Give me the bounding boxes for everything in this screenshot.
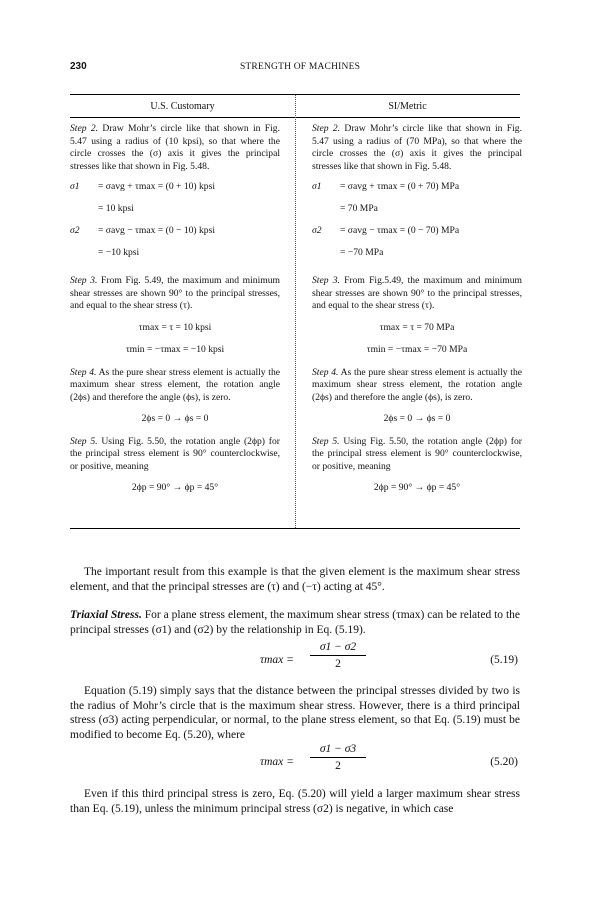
step3-text: From Fig.5.49, the maximum and minimum shear stresses are shown 90° to the principal stresses, and equal to the shear stress (τ). [312,275,522,311]
step2-label: Step 2. [70,123,99,134]
step5-paragraph [312,436,522,474]
result-paragraph [70,565,520,594]
step3-label: Step 3. [70,275,98,286]
equation-phi-s: 2ϕs = 0 → ϕs = 0 [141,413,209,424]
equation-explanation-text: Equation (5.19) simply says that the distance between the principal stresses divided by two is the radius of Mohr’s circle that is the maximum shear stress. However, there is a third principal stress (σ3) acting perpendicular, or normal, to the plane stress element, so that Eq. (5.19) must be modified to become Eq. (5.20), where [70,685,520,741]
step3-paragraph [70,275,280,313]
equation-5-19 [70,641,520,681]
step2-paragraph [312,123,522,173]
step5-text: Using Fig. 5.50, the rotation angle (2ϕp) for the principal stress element is 90° counterclockwise, or positive, meaning [312,435,522,472]
column-heading-si-metric: SI/Metric [388,101,427,112]
step4-text: As the pure shear stress element is actually the maximum shear stress element, the rotation angle (2ϕs) and therefore the angle (ϕs), is zero. [70,366,280,403]
step4-label: Step 4. [70,366,97,378]
equation-5-19-numerator: σ1 − σ2 [310,641,366,656]
step5-label: Step 5. [70,435,98,447]
equation-phi-p: 2ϕp = 90° → ϕp = 45° [131,482,219,493]
sigma-equations [70,181,280,269]
page-number: 230 [70,61,87,72]
equation-5-19-lhs: τmax = [260,654,294,666]
comparison-table [70,94,520,529]
equation-tau-max: τmax = τ = 10 kpsi [138,321,212,333]
closing-text: Even if this third principal stress is zero, Eq. (5.20) will yield a larger maximum shear stress than Eq. (5.19), unless the minimum principal stress (σ2) is negative, in which case [70,788,520,815]
step4-text: As the pure shear stress element is actually the maximum shear stress element, the rotation angle (2ϕs) and therefore the angle (ϕs), is zero. [312,366,522,403]
equation-tau-max: τmax = τ = 70 MPa [379,321,455,333]
equation-5-20-lhs: τmax = [260,756,294,768]
closing-paragraph [70,787,520,816]
step2-label: Step 2. [312,123,341,134]
equation-phi-p: 2ϕp = 90° → ϕp = 45° [373,482,461,493]
equation-sigma1-result: = 10 kpsi [98,203,134,214]
step5-text: Using Fig. 5.50, the rotation angle (2ϕp) for the principal stress element is 90° counterclockwise, or positive, meaning [70,435,280,472]
equation-5-20 [70,743,520,783]
step3-paragraph [312,275,522,313]
triaxial-paragraph [70,608,520,637]
step2-text: Draw Mohr’s circle like that shown in Fig. 5.47 using a radius of (10 kpsi), so that where the circle crosses the (σ) axis it gives the principal stresses like that shown in Fig. 5.48. [70,123,280,172]
triaxial-text: For a plane stress element, the maximum shear stress (τmax) can be related to the principal stresses (σ1) and (σ2) by the relationship in Eq. (5.19). [70,609,521,636]
step5-paragraph [70,436,280,474]
step4-label: Step 4. [312,366,339,378]
equation-5-19-fraction [310,641,366,670]
step2-paragraph [70,123,280,173]
step2-text: Draw Mohr’s circle like that shown in Fig. 5.47 using a radius of (70 MPa), so that where the circle crosses the (σ) axis it gives the principal stresses like that shown in Fig. 5.48. [312,123,522,172]
equation-sigma1: σ1 = σavg + τmax = (0 + 10) kpsi [70,181,215,192]
step3-label: Step 3. [312,275,340,286]
equation-sigma1: σ1 = σavg + τmax = (0 + 70) MPa [312,181,460,192]
equation-5-20-fraction [310,743,366,772]
equation-tau-min: τmin = −τmax = −10 kpsi [125,344,225,355]
running-head: STRENGTH OF MACHINES [239,62,361,72]
si-metric-column [312,123,522,505]
equation-tau-min: τmin = −τmax = −70 MPa [366,344,468,355]
result-text: The important result from this example is that the given element is the maximum shear stress element, and that the principal stresses are (τ) and (−τ) acting at 45°. [70,566,520,593]
step5-label: Step 5. [312,435,340,447]
sigma-equations [312,181,522,269]
equation-sigma2-result: = −70 MPa [340,247,384,258]
column-heading-us-customary: U.S. Customary [150,101,215,112]
equation-sigma2-result: = −10 kpsi [98,247,140,258]
triaxial-stress-heading: Triaxial Stress. [70,609,142,621]
equation-explanation-paragraph [70,684,520,742]
us-customary-column [70,123,280,505]
equation-5-20-number: (5.20) [490,756,518,768]
step3-text: From Fig. 5.49, the maximum and minimum shear stresses are shown 90° to the principal stresses, and equal to the shear stress (τ). [70,275,280,311]
equation-phi-s: 2ϕs = 0 → ϕs = 0 [383,413,451,424]
column-divider [295,95,296,528]
equation-sigma2: σ2 = σavg − τmax = (0 − 10) kpsi [70,225,215,236]
step4-paragraph [312,367,522,405]
equation-5-20-denominator: 2 [335,760,341,772]
step4-paragraph [70,367,280,405]
equation-5-19-number: (5.19) [490,654,518,666]
equation-sigma1-result: = 70 MPa [340,203,378,214]
equation-5-20-numerator: σ1 − σ3 [310,743,366,758]
equation-5-19-denominator: 2 [335,658,341,670]
equation-sigma2: σ2 = σavg − τmax = (0 − 70) MPa [312,225,460,236]
